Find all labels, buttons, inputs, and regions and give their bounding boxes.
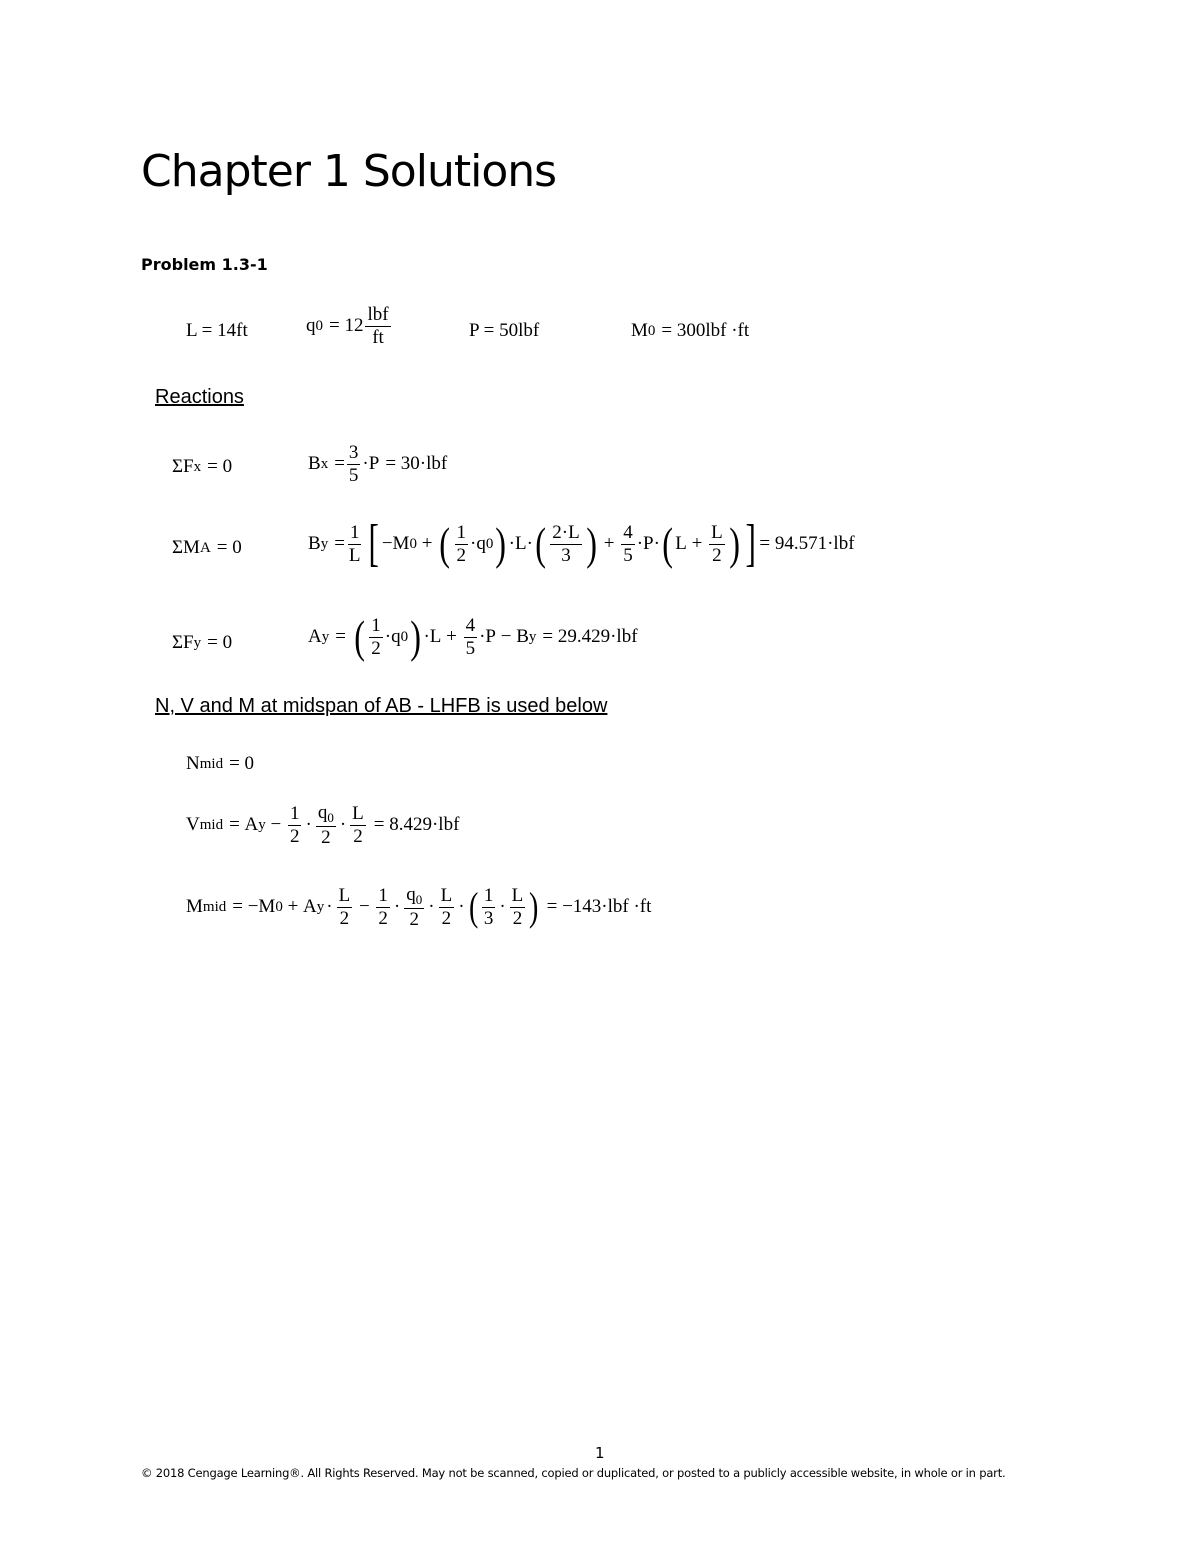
by-equation: B y = $\frac{1}{L}$ [ −M 0 + ( $\frac{1}{2}$ ·q 0 ) ·L· ( $\frac{2\cdot L}{3}$ ) + $\frac{4}{5}$ ·P· ( L + $\frac{L}{2}$ ) ] = 94.571·lbf — [308, 515, 855, 572]
reactions-heading: Reactions — [155, 386, 244, 408]
bx-equation: B x = $\frac{3}{5}$ ·P = 30·lbf — [308, 442, 448, 486]
page-title: Chapter 1 Solutions — [141, 146, 557, 197]
page-number: 1 — [595, 1444, 605, 1462]
sum-fx-condition: ΣF x = 0 — [172, 456, 233, 477]
nmid-equation: N mid = 0 — [186, 753, 255, 774]
midspan-heading: N, V and M at midspan of AB - LHFB is used below — [155, 695, 608, 717]
sum-ma-condition: ΣM A = 0 — [172, 537, 242, 558]
given-L: L = 14ft — [186, 320, 248, 341]
sum-fy-condition: ΣF y = 0 — [172, 632, 233, 653]
given-P: P = 50lbf — [469, 320, 540, 341]
ay-equation: A y = ( $\frac{1}{2}$ ·q 0 ) ·L + $\frac{4}{5}$ ·P − B y = 29.429·lbf — [308, 611, 638, 662]
problem-label: Problem 1.3-1 — [141, 255, 268, 274]
mmid-equation: M mid = −M 0 + A y · $\frac{L}{2}$ − $\frac{1}{2}$ · $\frac{q_0}{2}$ · $\frac{L}{2}$ · ( $\frac{1}{3}$ · $\frac{L}{2}$ ) = −143·lbf ·ft — [186, 884, 652, 930]
given-q0: q 0 = 12 $\frac{\text{lbf}}{ft}$ — [306, 304, 389, 348]
copyright-footer: © 2018 Cengage Learning®. All Rights Reserved. May not be scanned, copied or duplicated, or posted to a publicly accessible website, in whole or in part. — [141, 1466, 1006, 1480]
vmid-equation: V mid = A y − $\frac{1}{2}$ · $\frac{q_0}{2}$ · $\frac{L}{2}$ = 8.429·lbf — [186, 802, 460, 848]
given-M0: M 0 = 300lbf ·ft — [631, 320, 750, 341]
